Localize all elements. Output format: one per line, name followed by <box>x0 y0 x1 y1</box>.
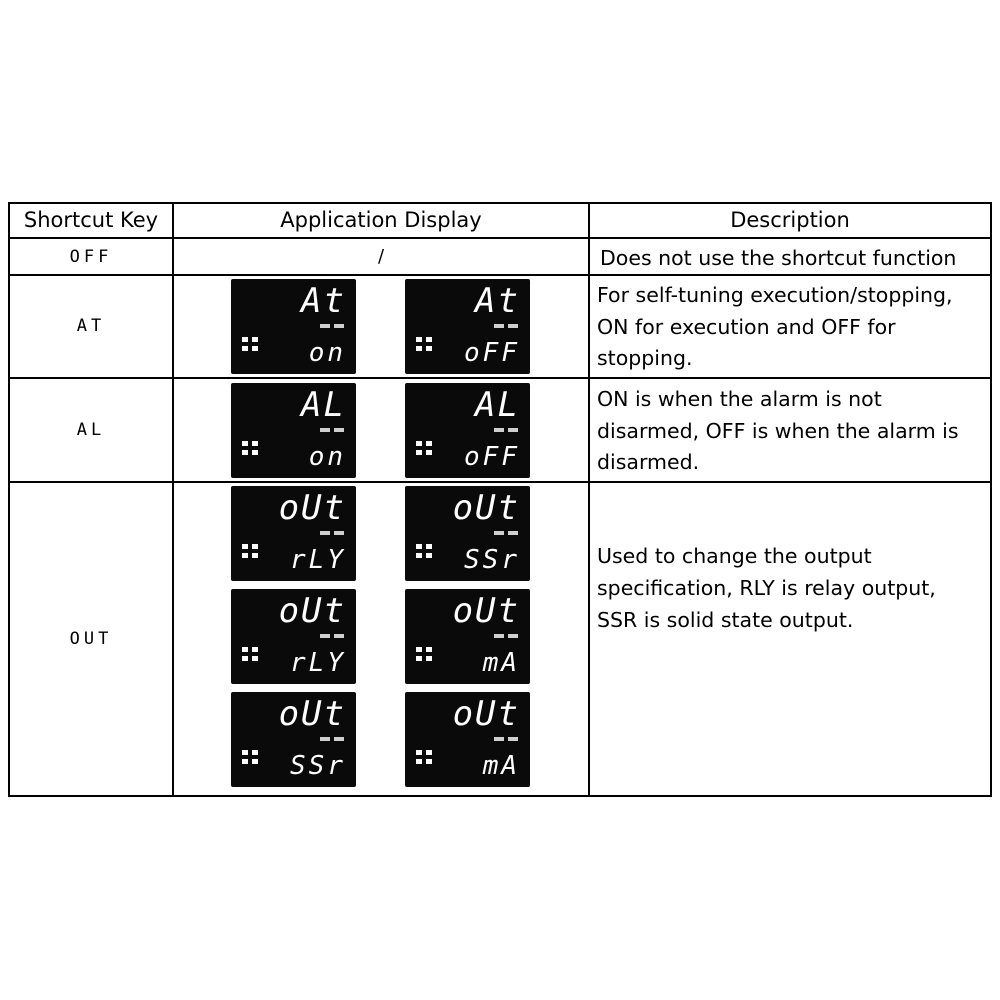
lcd-top-text: oUt <box>452 591 520 631</box>
lcd-display <box>405 383 530 478</box>
lcd-bottom-text: rLY <box>290 545 346 575</box>
indicator-dots-icon <box>416 544 433 559</box>
display-none: / <box>377 246 385 267</box>
unit-indicator <box>508 531 518 535</box>
shortcut-key-out: OUT <box>69 629 113 649</box>
indicator-dots-icon <box>416 337 433 352</box>
lcd-top-text: AL <box>475 385 520 425</box>
description-off: Does not use the shortcut function <box>600 246 957 270</box>
description-line: ON is when the alarm is not <box>597 387 882 411</box>
lcd-display <box>231 279 356 374</box>
lcd-top-text: oUt <box>278 694 346 734</box>
description-line: Used to change the output <box>597 544 872 568</box>
lcd-top-text: oUt <box>452 488 520 528</box>
lcd-bottom-text: oFF <box>464 442 520 472</box>
column-divider <box>172 202 174 797</box>
unit-indicator <box>508 324 518 328</box>
indicator-dots-icon <box>242 337 259 352</box>
unit-indicator <box>334 324 344 328</box>
lcd-display <box>231 692 356 787</box>
lcd-display <box>405 589 530 684</box>
lcd-bottom-text: rLY <box>290 648 346 678</box>
lcd-display <box>405 486 530 581</box>
lcd-bottom-text: SSr <box>290 751 346 781</box>
description-line: disarmed, OFF is when the alarm is <box>597 418 959 443</box>
lcd-display <box>231 383 356 478</box>
lcd-top-text: At <box>301 281 346 321</box>
indicator-dots-icon <box>242 647 259 662</box>
lcd-bottom-text: on <box>308 338 346 368</box>
lcd-display <box>231 589 356 684</box>
description-al <box>597 384 989 479</box>
unit-indicator <box>334 634 344 638</box>
indicator-dots-icon <box>416 647 433 662</box>
description-line: ON for execution and OFF for <box>597 314 896 339</box>
indicator-dots-icon <box>242 544 259 559</box>
lcd-bottom-text: mA <box>482 648 520 678</box>
description-line: stopping. <box>597 346 693 370</box>
lcd-top-text: oUt <box>278 488 346 528</box>
lcd-bottom-text: mA <box>482 751 520 781</box>
lcd-display <box>405 279 530 374</box>
header-shortcut-key: Shortcut Key <box>23 208 159 232</box>
table-border-bottom <box>8 795 992 797</box>
lcd-top-text: AL <box>301 385 346 425</box>
indicator-dots-icon <box>242 441 259 456</box>
shortcut-key-al: AL <box>76 420 106 440</box>
header-description: Description <box>730 208 850 232</box>
indicator-dots-icon <box>416 441 433 456</box>
shortcut-key-at: AT <box>76 316 106 336</box>
lcd-bottom-text: oFF <box>464 338 520 368</box>
table-border-right <box>990 202 992 797</box>
shortcut-key-off: OFF <box>69 247 113 267</box>
lcd-display <box>405 692 530 787</box>
lcd-bottom-text: SSr <box>464 545 520 575</box>
unit-indicator <box>334 428 344 432</box>
description-out <box>597 540 989 636</box>
unit-indicator <box>508 634 518 638</box>
description-line: SSR is solid state output. <box>597 608 854 632</box>
lcd-display <box>231 486 356 581</box>
lcd-top-text: At <box>475 281 520 321</box>
description-line: specification, RLY is relay output, <box>597 576 936 600</box>
column-divider <box>588 202 590 797</box>
description-line: For self-tuning execution/stopping, <box>597 283 953 307</box>
header-application-display: Application Display <box>280 208 482 232</box>
indicator-dots-icon <box>242 750 259 765</box>
lcd-top-text: oUt <box>452 694 520 734</box>
description-at <box>597 280 989 375</box>
unit-indicator <box>508 737 518 741</box>
lcd-bottom-text: on <box>308 442 346 472</box>
unit-indicator <box>334 531 344 535</box>
description-line: disarmed. <box>597 450 700 474</box>
indicator-dots-icon <box>416 750 433 765</box>
lcd-top-text: oUt <box>278 591 346 631</box>
unit-indicator <box>508 428 518 432</box>
unit-indicator <box>334 737 344 741</box>
